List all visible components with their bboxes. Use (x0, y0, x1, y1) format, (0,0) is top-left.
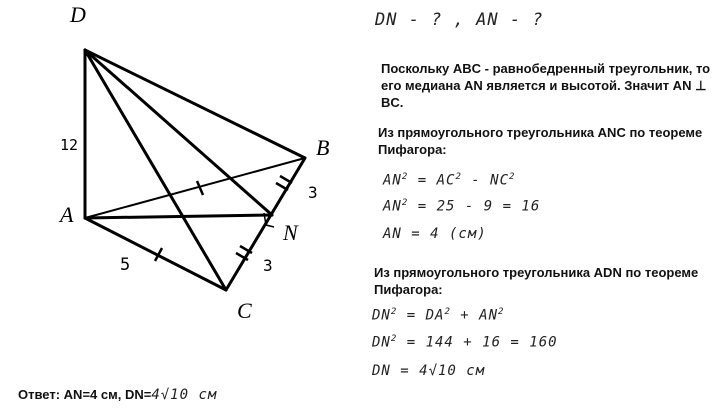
answer-line (18, 386, 217, 404)
calc-dn-result: DN = 4√10 см (372, 363, 486, 379)
edge-DN (85, 50, 272, 215)
edge-AB (85, 158, 305, 218)
calc-an-squared: $AN^2 = AC^2 - NC^2$ (383, 172, 516, 189)
edge-AN (85, 215, 272, 218)
label-DA: 12 (60, 136, 79, 154)
calc-an-squared-value: $AN^2 = 25 - 9 = 16$ (383, 198, 541, 215)
calc-dn-squared: $DN^2 = DA^2 + AN^2$ (372, 307, 505, 324)
question-line: DN - ? , AN - ? (375, 10, 544, 30)
label-NC: 3 (263, 256, 273, 275)
calc-an-result: AN = 4 (см) (383, 226, 487, 242)
label-BN: 3 (308, 183, 318, 202)
pyramid-figure (0, 0, 340, 415)
paragraph-anc: Из прямоугольного треугольника ANC по теореме Пифагора: (378, 125, 703, 157)
vertex-A: A (60, 202, 74, 227)
vertex-C: C (237, 298, 252, 323)
tick-BN-1 (280, 176, 292, 183)
vertex-N: N (283, 220, 298, 245)
answer-dn: 4√10 см (151, 387, 218, 403)
vertex-D: D (70, 2, 86, 27)
vertex-B: B (316, 135, 330, 160)
calc-dn-squared-value: $DN^2 = 144 + 16 = 160$ (372, 334, 558, 351)
label-AC: 5 (120, 255, 131, 275)
answer-text: Ответ: AN=4 см, DN= (18, 387, 152, 402)
paragraph-adn: Из прямоугольного треугольника ADN по теореме Пифагора: (374, 265, 699, 297)
paragraph-isosceles: Поскольку ABC - равнобедренный треугольник, то его медиана AN является и высотой. Значит AN ⊥ BC. (381, 61, 711, 110)
